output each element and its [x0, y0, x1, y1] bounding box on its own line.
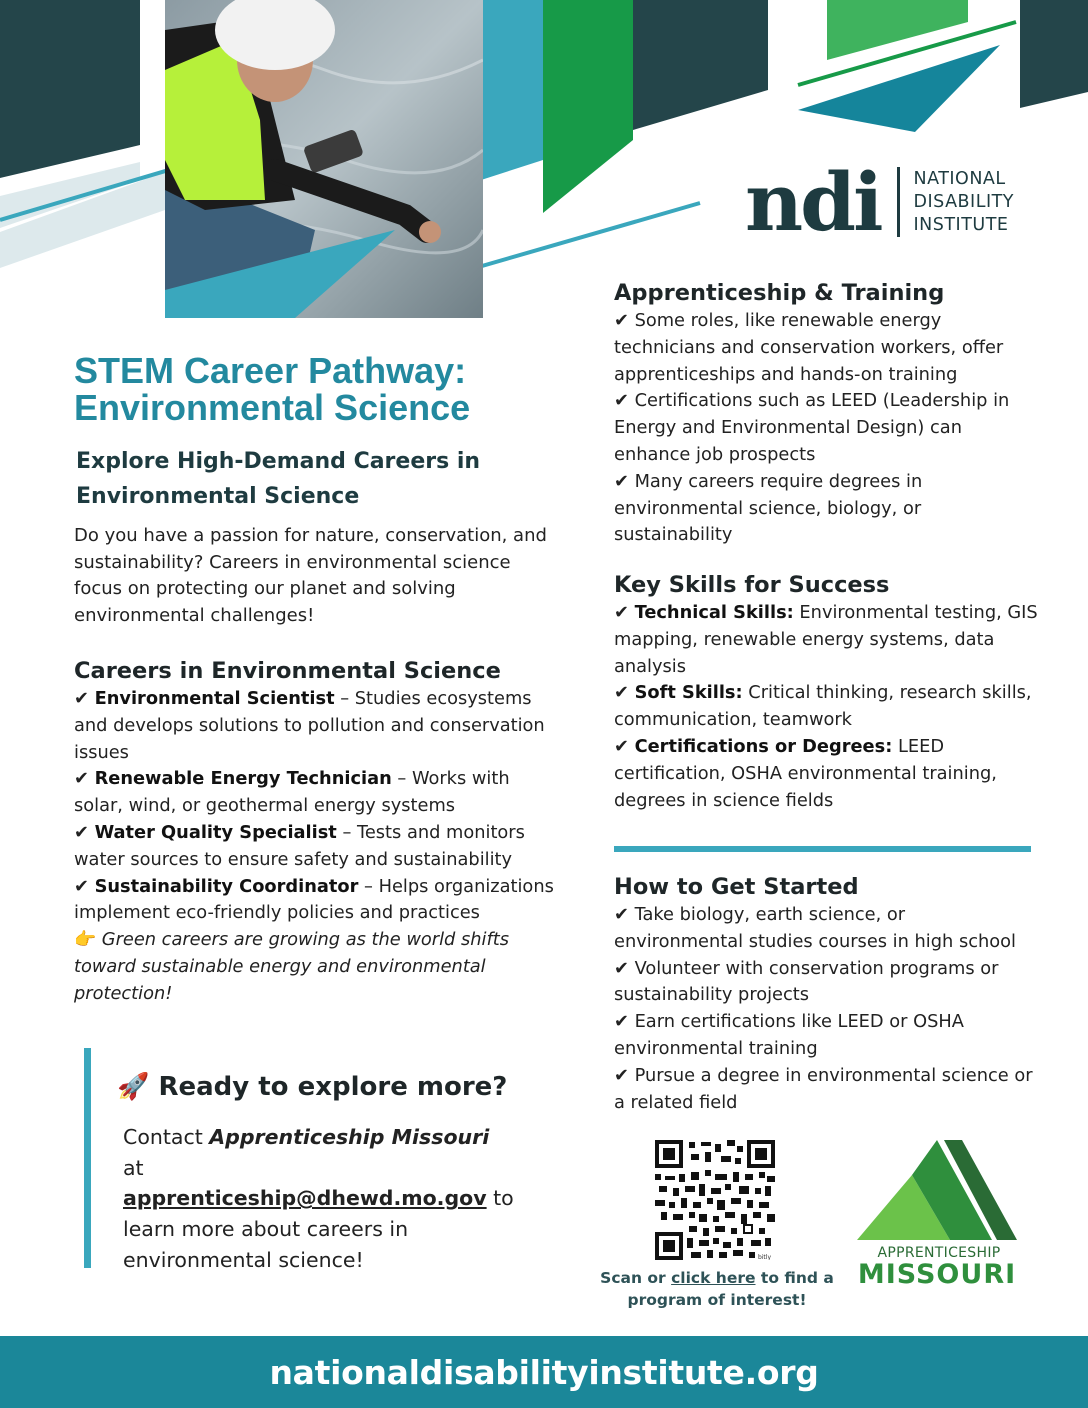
career-name: Water Quality Specialist: [94, 821, 337, 843]
cta-contact-suffix: to learn more about careers in environmental science!: [123, 1186, 514, 1272]
apprenticeship-text: Some roles, like renewable energy technicians and conservation workers, offer apprenticeships and hands-on training: [614, 310, 1004, 385]
page-subtitle: [76, 444, 556, 514]
apprenticeship-text: Many careers require degrees in environmental science, biology, or sustainability: [614, 470, 923, 546]
apprenticeship-item: [614, 308, 1038, 388]
hero-photo: [165, 0, 483, 318]
skill-text: Critical thinking, research skills, communication, teamwork: [614, 682, 1032, 731]
org-name: [914, 168, 1015, 237]
skill-text: Environmental testing, GIS mapping, renewable energy systems, data analysis: [614, 602, 1038, 677]
qr-code[interactable]: [655, 1140, 775, 1260]
program-link[interactable]: click here: [671, 1269, 756, 1287]
check-icon: ✔: [614, 957, 629, 979]
get-started-item: [614, 956, 1038, 1010]
check-icon: ✔: [614, 735, 629, 757]
careers-note-text: Green careers are growing as the world shifts toward sustainable energy and environmental protection!: [74, 929, 509, 1004]
career-desc: – Works with solar, wind, or geothermal energy systems: [74, 768, 510, 817]
get-started-item: [614, 1009, 1038, 1063]
worker-image: [165, 0, 483, 318]
footer-website-link[interactable]: nationaldisabilityinstitute.org: [269, 1352, 819, 1392]
check-icon: ✔: [614, 470, 629, 492]
email-link[interactable]: apprenticeship@dhewd.mo.gov: [123, 1186, 487, 1211]
get-started-heading: How to Get Started: [614, 874, 859, 900]
check-icon: ✔: [614, 682, 629, 704]
page-subtitle-line-2: Environmental Science: [76, 484, 360, 509]
check-icon: ✔: [614, 602, 629, 623]
careers-list: [74, 686, 564, 1008]
check-icon: ✔: [614, 310, 629, 331]
qr-tag: bitly: [757, 1254, 771, 1260]
career-name: Sustainability Coordinator: [94, 875, 359, 897]
apprenticeship-item: [614, 388, 1038, 468]
pointing-hand-icon: 👉: [74, 929, 97, 951]
cta-title-text: Ready to explore more?: [158, 1072, 508, 1102]
apprenticeship-item: [614, 469, 1038, 549]
cta-heading: [117, 1070, 507, 1104]
skill-label: Certifications or Degrees:: [634, 735, 893, 757]
cta-org-name: Apprenticeship Missouri: [209, 1125, 490, 1149]
org-name-line-3: INSTITUTE: [913, 214, 1009, 235]
footer-bar: [0, 1336, 1088, 1408]
get-started-section: [614, 872, 1038, 1116]
check-icon: ✔: [74, 875, 89, 897]
career-desc: – Tests and monitors water sources to ensure safety and sustainability: [74, 821, 525, 870]
get-started-text: Pursue a degree in environmental science or a related field: [614, 1064, 1033, 1113]
get-started-text: Earn certifications like LEED or OSHA environmental training: [614, 1011, 964, 1059]
skills-section: [614, 570, 1038, 814]
cta-body: [123, 1122, 515, 1276]
career-item: [74, 820, 564, 874]
get-started-item: [614, 1063, 1038, 1117]
check-icon: ✔: [614, 390, 629, 412]
cta-contact-prefix: Contact: [123, 1125, 210, 1149]
qr-caption: [598, 1268, 836, 1311]
careers-note: [74, 927, 564, 1007]
career-item: [74, 766, 564, 820]
career-item: [74, 686, 564, 766]
cta-contact-mid: at: [123, 1155, 144, 1180]
apprenticeship-list: [614, 308, 1038, 549]
check-icon: ✔: [74, 821, 89, 843]
rocket-icon: 🚀: [117, 1072, 150, 1102]
skill-item: [614, 734, 1038, 814]
page-title-line-1: STEM Career Pathway:: [74, 350, 467, 391]
qr-caption-prefix: Scan or: [600, 1269, 672, 1287]
page-title-line-2: Environmental Science: [74, 387, 471, 428]
get-started-item: [614, 902, 1038, 956]
get-started-list: [614, 902, 1038, 1116]
intro-paragraph: Do you have a passion for nature, conservation, and sustainability? Careers in environmental science focus on protecting our planet and solving environmental challenges!: [74, 525, 547, 626]
apprenticeship-heading: Apprenticeship & Training: [614, 280, 945, 306]
apprenticeship-text: Certifications such as LEED (Leadership in Energy and Environmental Design) can enhance job prospects: [614, 390, 1010, 465]
get-started-text: Volunteer with conservation programs or sustainability projects: [614, 957, 999, 1006]
skills-list: [614, 600, 1038, 814]
partner-name-line-1: APPRENTICESHIP: [877, 1245, 1001, 1261]
skills-heading: Key Skills for Success: [614, 572, 890, 598]
page-subtitle-line-1: Explore High-Demand Careers in: [76, 449, 481, 474]
career-item: [74, 874, 564, 928]
career-name: Environmental Scientist: [94, 688, 335, 709]
careers-section: [74, 656, 564, 1008]
skill-text: LEED certification, OSHA environmental training, degrees in science fields: [614, 735, 997, 811]
ndi-logo-mark: ndi: [745, 155, 881, 249]
get-started-text: Take biology, earth science, or environmental studies courses in high school: [614, 904, 1016, 952]
apprenticeship-section: [614, 278, 1038, 549]
check-icon: ✔: [74, 688, 89, 709]
career-desc: – Studies ecosystems and develops solutions to pollution and conservation issues: [74, 688, 545, 763]
careers-heading: Careers in Environmental Science: [74, 658, 501, 684]
org-name-line-1: NATIONAL: [913, 168, 1006, 189]
check-icon: ✔: [74, 768, 89, 790]
org-name-line-2: DISABILITY: [913, 191, 1014, 212]
check-icon: ✔: [614, 1064, 629, 1086]
section-divider: [614, 846, 1031, 852]
qr-caption-suffix: to find a program of interest!: [627, 1269, 834, 1309]
partner-name-line-2: MISSOURI: [857, 1259, 1017, 1290]
check-icon: ✔: [614, 1011, 629, 1033]
mountain-icon: [852, 1140, 1022, 1245]
logo-divider: [897, 167, 900, 237]
career-name: Renewable Energy Technician: [94, 768, 392, 790]
ndi-logo: [745, 155, 1014, 249]
apprenticeship-missouri-logo: [852, 1140, 1022, 1290]
skill-item: [614, 680, 1038, 734]
skill-item: [614, 600, 1038, 680]
check-icon: ✔: [614, 904, 629, 925]
career-desc: – Helps organizations implement eco-friendly policies and practices: [74, 875, 554, 924]
skill-label: Technical Skills:: [634, 602, 794, 623]
cta-box: [84, 1048, 524, 1272]
skill-label: Soft Skills:: [634, 682, 743, 704]
page-title: [74, 352, 594, 426]
